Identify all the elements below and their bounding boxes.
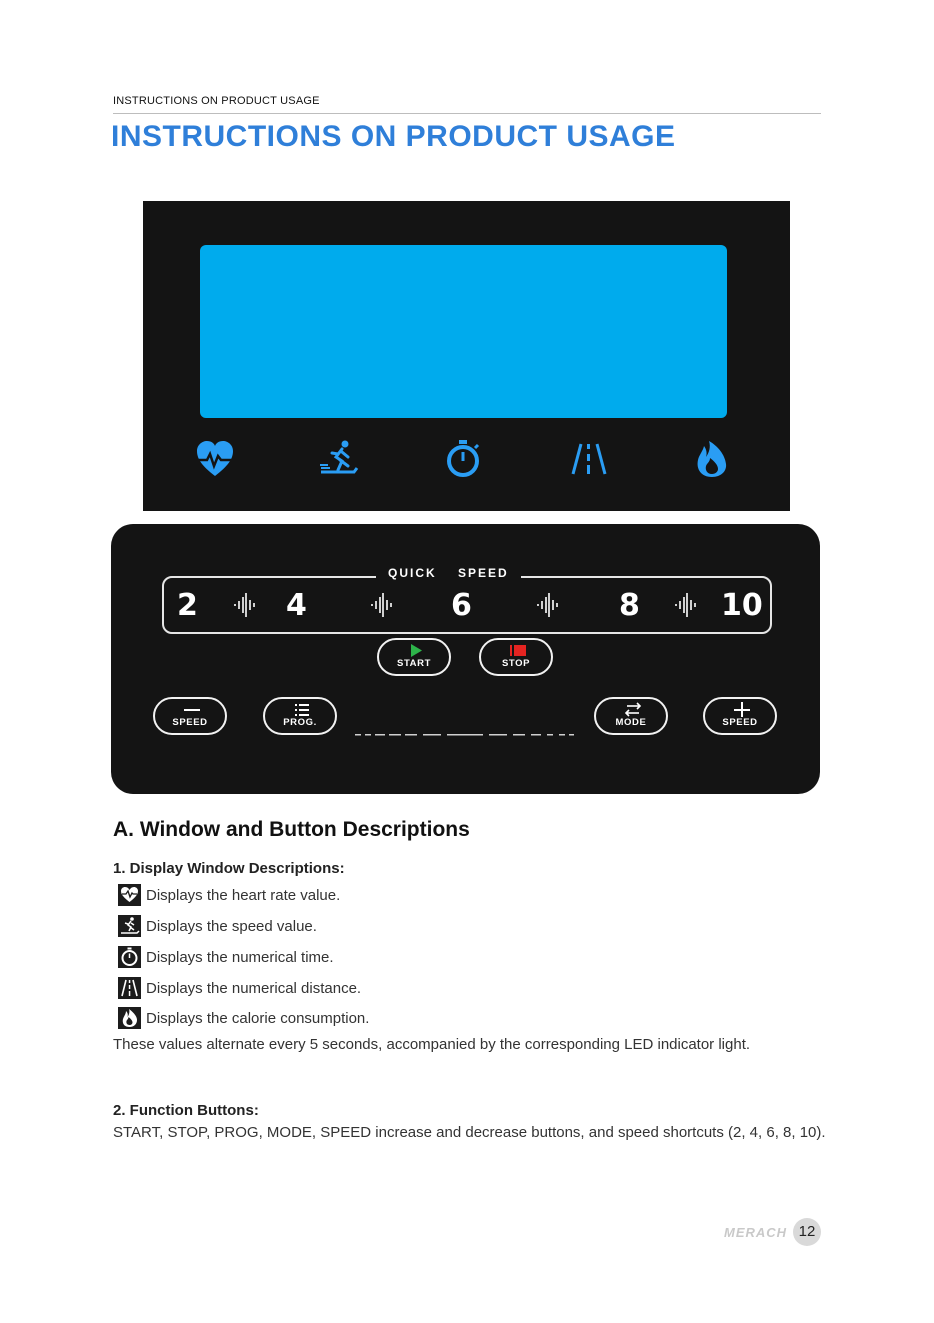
mode-label: MODE <box>615 717 647 728</box>
speed-increase-label: SPEED <box>722 717 758 728</box>
quick-speed-8-button[interactable]: 8 <box>619 588 640 623</box>
description-text: Displays the speed value. <box>146 918 317 935</box>
control-panel <box>111 524 820 794</box>
treadmill-speed-icon <box>118 915 141 937</box>
start-button[interactable] <box>377 638 451 676</box>
speed-decrease-label: SPEED <box>172 717 208 728</box>
speed-decrease-button[interactable] <box>153 697 227 735</box>
speed-increase-button[interactable] <box>703 697 777 735</box>
sound-wave-icon <box>674 592 698 618</box>
swap-arrows-icon <box>596 701 670 717</box>
stopwatch-icon <box>118 946 141 968</box>
page-number: 12 <box>798 1223 816 1240</box>
flame-calorie-icon <box>691 438 733 480</box>
sound-wave-icon <box>536 592 560 618</box>
plus-icon <box>705 701 779 717</box>
section-header: INSTRUCTIONS ON PRODUCT USAGE <box>113 95 320 107</box>
description-text: Displays the calorie consumption. <box>146 1010 370 1027</box>
sound-wave-icon <box>233 592 257 618</box>
quick-speed-2-button[interactable]: 2 <box>177 588 198 623</box>
minus-icon <box>155 701 229 717</box>
function-buttons-subtitle: 2. Function Buttons: <box>113 1102 259 1119</box>
page-title: INSTRUCTIONS ON PRODUCT USAGE <box>111 120 676 153</box>
quick-speed-6-button[interactable]: 6 <box>451 588 472 623</box>
stop-icon <box>481 642 555 658</box>
description-text: Displays the numerical distance. <box>146 980 362 997</box>
mode-button[interactable] <box>594 697 668 735</box>
treadmill-speed-icon <box>318 438 360 480</box>
program-label: PROG. <box>283 717 317 728</box>
heart-rate-icon <box>118 884 141 906</box>
flame-calorie-icon <box>118 1007 141 1029</box>
quick-speed-10-button[interactable]: 10 <box>721 588 763 623</box>
list-icon <box>265 701 339 717</box>
stopwatch-icon <box>442 438 484 480</box>
description-text: Displays the numerical time. <box>146 949 334 966</box>
play-icon <box>379 642 453 658</box>
function-buttons-text: START, STOP, PROG, MODE, SPEED increase and decrease buttons, and speed shortcuts (2, 4, 6, 8, 10). <box>113 1124 826 1141</box>
distance-road-icon <box>568 438 610 480</box>
distance-road-icon <box>118 977 141 999</box>
program-button[interactable] <box>263 697 337 735</box>
stop-label: STOP <box>501 658 531 669</box>
lcd-screen <box>200 245 727 418</box>
stop-button[interactable] <box>479 638 553 676</box>
alternate-note: These values alternate every 5 seconds, accompanied by the corresponding LED indicator light. <box>113 1036 751 1053</box>
led-indicator-strip <box>355 734 575 736</box>
sound-wave-icon <box>370 592 394 618</box>
brand-logo: MERACH <box>724 1225 788 1240</box>
display-window-subtitle: 1. Display Window Descriptions: <box>113 860 345 877</box>
section-a-title: A. Window and Button Descriptions <box>113 818 470 841</box>
start-label: START <box>397 658 431 669</box>
quick-speed-4-button[interactable]: 4 <box>286 588 307 623</box>
header-divider <box>113 113 821 114</box>
quick-speed-label: QUICK SPEED <box>376 566 521 580</box>
description-text: Displays the heart rate value. <box>146 887 341 904</box>
heart-rate-icon <box>194 438 236 480</box>
